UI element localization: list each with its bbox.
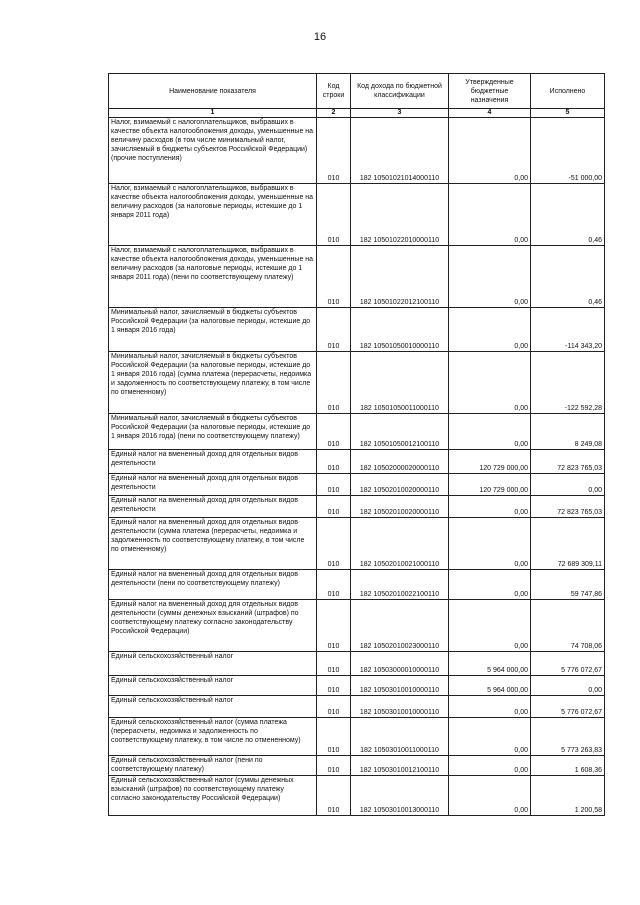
table-row [109,676,605,696]
income-code-cell: 182 10502010022100110 [351,570,449,600]
executed-amount-cell: 0,46 [531,184,605,246]
approved-amount-cell: 0,00 [449,518,531,570]
income-code-cell: 182 10501050011000110 [351,352,449,414]
indicator-name-cell: Минимальный налог, зачисляемый в бюджеты субъектов Российской Федерации (за налоговые периоды, истекшие до 1 января 2016 года) (сумма платежа (перерасчеты, недоимка и задолженность по соответствующему платежу, в том числе по отмененному) [109,352,317,414]
table-row [109,308,605,352]
indicator-name-cell: Единый налог на вмененный доход для отдельных видов деятельности [109,496,317,518]
approved-amount-cell: 0,00 [449,352,531,414]
approved-amount-cell: 0,00 [449,414,531,450]
line-code-cell: 010 [317,352,351,414]
line-code-cell: 010 [317,474,351,496]
line-code-cell: 010 [317,776,351,816]
income-code-cell: 182 10501050010000110 [351,308,449,352]
column-number: 2 [317,109,351,118]
executed-amount-cell: 0,00 [531,676,605,696]
table-row [109,652,605,676]
line-code-cell: 010 [317,756,351,776]
indicator-name-cell: Налог, взимаемый с налогоплательщиков, выбравших в качестве объекта налогообложения доходы, уменьшенные на величину расходов (в том числе минимальный налог, зачисляемый в бюджеты субъектов Российской Федерации) (прочие поступления) [109,118,317,184]
indicator-name-cell: Минимальный налог, зачисляемый в бюджеты субъектов Российской Федерации (за налоговые периоды, истекшие до 1 января 2016 года) (пени по соответствующему платежу) [109,414,317,450]
table-row [109,600,605,652]
indicator-name-cell: Налог, взимаемый с налогоплательщиков, выбравших в качестве объекта налогообложения доходы, уменьшенные на величину расходов (за налоговые периоды, истекшие до 1 января 2011 года) (пени по соответствующему платежу) [109,246,317,308]
executed-amount-cell: 1 608,36 [531,756,605,776]
approved-amount-cell: 120 729 000,00 [449,474,531,496]
indicator-name-cell: Единый сельскохозяйственный налог (сумма платежа (перерасчеты, недоимка и задолженность по соответствующему платежу, в том числе по отмененному) [109,718,317,756]
approved-amount-cell: 0,00 [449,756,531,776]
line-code-cell: 010 [317,696,351,718]
column-number: 3 [351,109,449,118]
income-code-cell: 182 10501021014000110 [351,118,449,184]
header-indicator-name: Наименование показателя [109,74,317,109]
line-code-cell: 010 [317,676,351,696]
approved-amount-cell: 5 964 000,00 [449,652,531,676]
income-code-cell: 182 10503010010000110 [351,676,449,696]
approved-amount-cell: 0,00 [449,600,531,652]
approved-amount-cell: 0,00 [449,570,531,600]
income-code-cell: 182 10502010023000110 [351,600,449,652]
indicator-name-cell: Единый налог на вмененный доход для отдельных видов деятельности (суммы денежных взысканий (штрафов) по соответствующему платежу согласно законодательству Российской Федерации) [109,600,317,652]
income-code-cell: 182 10503000010000110 [351,652,449,676]
column-number: 5 [531,109,605,118]
executed-amount-cell: 59 747,86 [531,570,605,600]
table-row [109,352,605,414]
executed-amount-cell: -51 000,00 [531,118,605,184]
table-row [109,450,605,474]
line-code-cell: 010 [317,600,351,652]
executed-amount-cell: 72 689 309,11 [531,518,605,570]
executed-amount-cell: 0,00 [531,474,605,496]
table-row [109,756,605,776]
approved-amount-cell: 0,00 [449,184,531,246]
indicator-name-cell: Минимальный налог, зачисляемый в бюджеты субъектов Российской Федерации (за налоговые периоды, истекшие до 1 января 2016 года) [109,308,317,352]
approved-amount-cell: 0,00 [449,776,531,816]
executed-amount-cell: -122 592,28 [531,352,605,414]
approved-amount-cell: 120 729 000,00 [449,450,531,474]
indicator-name-cell: Единый налог на вмененный доход для отдельных видов деятельности (пени по соответствующему платежу) [109,570,317,600]
executed-amount-cell: 72 823 765,03 [531,496,605,518]
table-row [109,696,605,718]
executed-amount-cell: 5 776 072,67 [531,696,605,718]
table-row [109,518,605,570]
approved-amount-cell: 0,00 [449,496,531,518]
header-approved: Утвержденные бюджетные назначения [449,74,531,109]
executed-amount-cell: 8 249,08 [531,414,605,450]
line-code-cell: 010 [317,246,351,308]
income-code-cell: 182 10501050012100110 [351,414,449,450]
column-numbers-row [109,109,605,118]
indicator-name-cell: Единый сельскохозяйственный налог [109,696,317,718]
line-code-cell: 010 [317,518,351,570]
indicator-name-cell: Единый сельскохозяйственный налог (суммы денежных взысканий (штрафов) по соответствующему платежу согласно законодательству Российской Федерации) [109,776,317,816]
line-code-cell: 010 [317,118,351,184]
line-code-cell: 010 [317,308,351,352]
line-code-cell: 010 [317,496,351,518]
approved-amount-cell: 0,00 [449,246,531,308]
income-code-cell: 182 10503010010000110 [351,696,449,718]
indicator-name-cell: Единый налог на вмененный доход для отдельных видов деятельности [109,474,317,496]
executed-amount-cell: 0,46 [531,246,605,308]
approved-amount-cell: 0,00 [449,118,531,184]
line-code-cell: 010 [317,450,351,474]
line-code-cell: 010 [317,570,351,600]
executed-amount-cell: 72 823 765,03 [531,450,605,474]
header-line-code: Код строки [317,74,351,109]
approved-amount-cell: 0,00 [449,718,531,756]
indicator-name-cell: Налог, взимаемый с налогоплательщиков, выбравших в качестве объекта налогообложения доходы, уменьшенные на величину расходов (за налоговые периоды, истекшие до 1 января 2011 года) [109,184,317,246]
line-code-cell: 010 [317,652,351,676]
income-code-cell: 182 10502010020000110 [351,496,449,518]
indicator-name-cell: Единый налог на вмененный доход для отдельных видов деятельности (сумма платежа (перерасчеты, недоимка и задолженность по соответствующему платежу, в том числе по отмененному) [109,518,317,570]
income-code-cell: 182 10503010012100110 [351,756,449,776]
income-code-cell: 182 10502010020000110 [351,474,449,496]
header-income-code: Код дохода по бюджетной классификации [351,74,449,109]
indicator-name-cell: Единый сельскохозяйственный налог [109,676,317,696]
income-code-cell: 182 10502000020000110 [351,450,449,474]
column-number: 1 [109,109,317,118]
executed-amount-cell: 5 773 263,83 [531,718,605,756]
line-code-cell: 010 [317,718,351,756]
executed-amount-cell: 5 776 072,67 [531,652,605,676]
header-row [109,74,605,109]
column-number: 4 [449,109,531,118]
income-code-cell: 182 10503010013000110 [351,776,449,816]
approved-amount-cell: 5 964 000,00 [449,676,531,696]
executed-amount-cell: -114 343,20 [531,308,605,352]
income-code-cell: 182 10503010011000110 [351,718,449,756]
approved-amount-cell: 0,00 [449,308,531,352]
income-code-cell: 182 10501022010000110 [351,184,449,246]
table-row [109,570,605,600]
approved-amount-cell: 0,00 [449,696,531,718]
table-row [109,718,605,756]
income-code-cell: 182 10502010021000110 [351,518,449,570]
page-number: 16 [313,31,327,43]
table-row [109,184,605,246]
table-row [109,474,605,496]
line-code-cell: 010 [317,414,351,450]
budget-report-table [108,73,605,816]
table-row [109,246,605,308]
line-code-cell: 010 [317,184,351,246]
indicator-name-cell: Единый сельскохозяйственный налог [109,652,317,676]
table-row [109,414,605,450]
table-row [109,496,605,518]
executed-amount-cell: 1 200,58 [531,776,605,816]
table-row [109,776,605,816]
indicator-name-cell: Единый налог на вмененный доход для отдельных видов деятельности [109,450,317,474]
header-executed: Исполнено [531,74,605,109]
indicator-name-cell: Единый сельскохозяйственный налог (пени по соответствующему платежу) [109,756,317,776]
executed-amount-cell: 74 708,06 [531,600,605,652]
table-row [109,118,605,184]
income-code-cell: 182 10501022012100110 [351,246,449,308]
